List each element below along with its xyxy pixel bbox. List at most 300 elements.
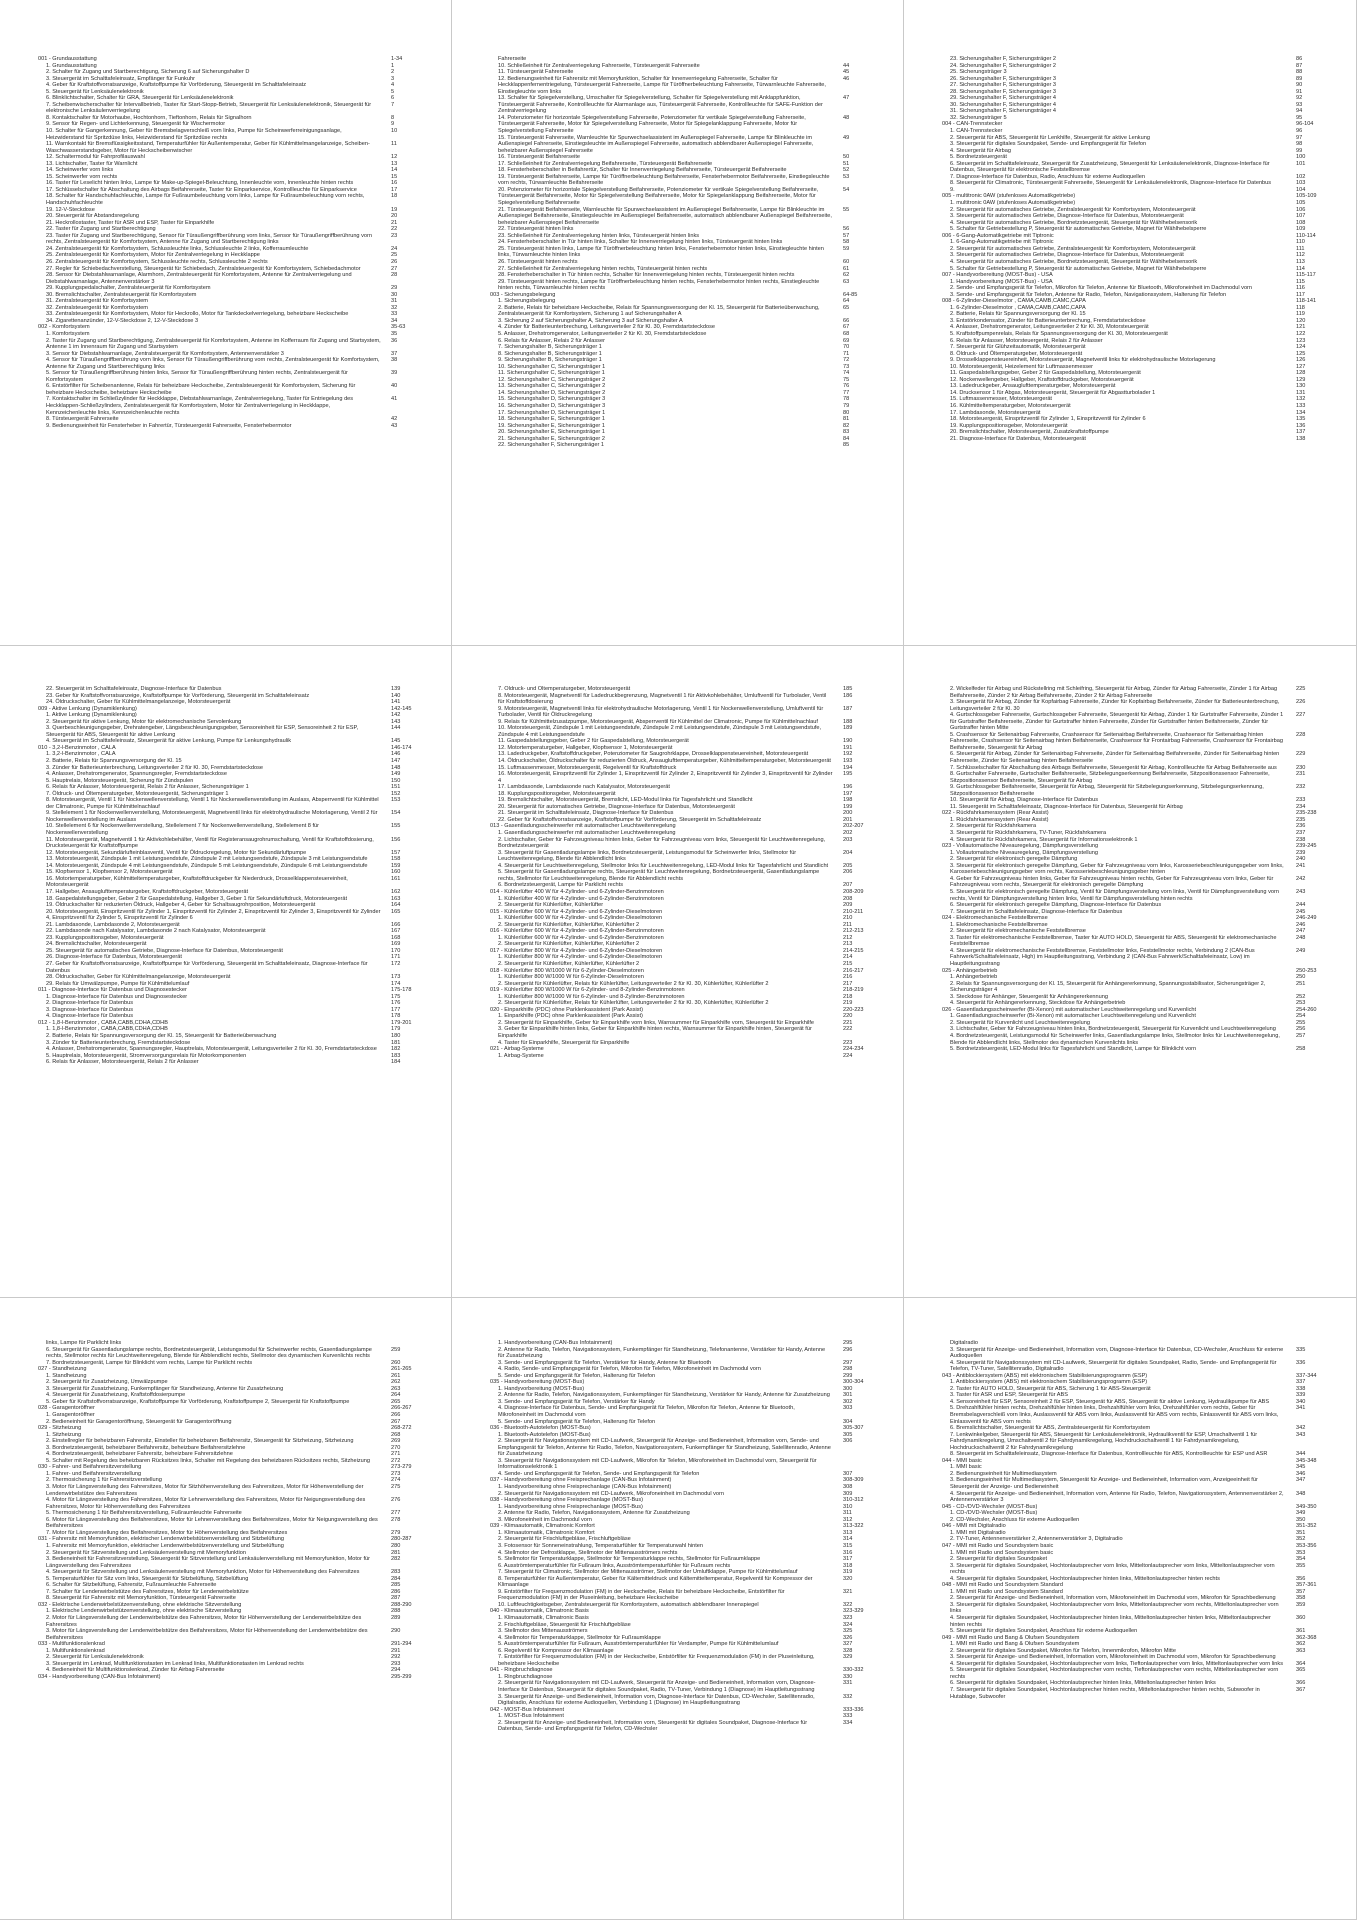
toc-entry-page-number: 359 bbox=[1296, 1601, 1306, 1608]
toc-entry-page-number: 267 bbox=[391, 1418, 401, 1425]
toc-entry-title: 2. Steuergerät für Kühlerlüfter, Kühlerlüfter bbox=[498, 902, 604, 909]
toc-entry-page-number: 50 bbox=[843, 154, 850, 161]
toc-entry-page-number: 337-344 bbox=[1296, 1372, 1317, 1379]
toc-entry-page-number: 204 bbox=[843, 849, 853, 856]
toc-entry-title: 6. Regelventil für Kompressor der Klimaanlage bbox=[498, 1647, 614, 1654]
toc-item-entry bbox=[38, 1556, 425, 1569]
toc-entry-title: 12. Schaltermodul für Fahrprofilauswahl bbox=[46, 154, 145, 161]
toc-entry-page-number: 338 bbox=[1296, 1385, 1306, 1392]
toc-entry-title: 22. Lambdasonde nach Katalysator, Lambdasonde 2 nach Katalysator, Motorsteuergerät bbox=[46, 928, 266, 935]
toc-entry-title: 7. Steuergerät für Glühzeitautomatik, Motorsteuergerät bbox=[950, 344, 1086, 351]
toc-entry-title: 1. Antiblockiersystem (ABS) mit elektronischem Stabilisierungsprogramm (ESP) bbox=[950, 1379, 1148, 1386]
toc-entry-page-number: 274 bbox=[391, 1477, 401, 1484]
toc-entry-page-number: 114 bbox=[1296, 265, 1305, 272]
toc-entry-title: 039 - Klimaautomatik, Climatronic Komfort bbox=[490, 1523, 595, 1530]
toc-entry-title: 1. Aktive Lenkung (Dynamiklenkung) bbox=[46, 712, 137, 719]
toc-entry-title: 27. Regler für Schiebedachverstellung, Steuergerät für Schiebedach, Zentralsteuergerät für Komfortsystem, Schiebedachmotor bbox=[46, 265, 361, 272]
toc-item-entry bbox=[490, 1694, 877, 1707]
toc-entry-title: 1. Kühlerlüfter 800 W/1000 W für 6-Zylinder-Dieselmotoren bbox=[498, 974, 644, 981]
toc-entry-page-number: 93 bbox=[1296, 101, 1303, 108]
toc-entry-title: 1. Fahrer- und Beifahrersitzverstellung bbox=[46, 1470, 142, 1477]
toc-item-entry bbox=[942, 1687, 1330, 1700]
toc-entry-title: 016 - Kühlerlüfter 600 W für 4-Zylinder- und 6-Zylinder-Benzinmotoren bbox=[490, 928, 664, 935]
toc-entry-page-number: 323 bbox=[843, 1614, 853, 1621]
toc-entry-title: 3. Steuergerät für digitales Soundpaket, Hochtonlautsprecher vorn links, Mitteltonlautsprecher vorn links, Mitteltonlautsprecher vorn rechts bbox=[950, 1562, 1275, 1576]
toc-entry-title: 13. Sicherungshalter C, Sicherungsträger 2 bbox=[498, 383, 606, 390]
toc-item-entry bbox=[38, 961, 425, 974]
toc-entry-title: 7. Kontaktschalter im Schließzylinder für Heckklappe, Diebstahlwarnanlage, Zentralverriegelung, Taster für Entriegelung des Heckklappen-Schließzylinders, Zentralsteuergerät für Komfortsystem, Motor für Zentralverriegelung in Heckklappe, Kennzeichenleuchte links, Kennzeichenleuchte rechts bbox=[46, 396, 354, 416]
toc-entry-page-number: 282 bbox=[391, 1556, 401, 1563]
toc-entry-page-number: 221 bbox=[843, 1019, 853, 1026]
toc-entry-title: 4. Bedieneinheit für Multifunktionslenkrad, Zünder für Airbag Fahrerseite bbox=[46, 1667, 225, 1674]
toc-entry-page-number: 59 bbox=[843, 245, 850, 252]
toc-entry-page-number: 182 bbox=[391, 1046, 401, 1053]
toc-entry-title: 6. Ausströmtemperaturfühler für Fußraum links, Ausströmtemperaturfühler für Fußraum rechts bbox=[498, 1562, 731, 1569]
document-page-6 bbox=[904, 646, 1357, 1298]
toc-entry-page-number: 37 bbox=[391, 350, 398, 357]
toc-entry-title: 2. Batterie, Relais für beheizbare Heckscheibe, Relais für Spannungsversorgung der Kl. 15, Steuergerät für Batterieüberwachung, Zentralsteuergerät für Komfortsystem, Sicherung 1 auf Sicherungshalter A bbox=[498, 304, 820, 318]
toc-entry-page-number: 329 bbox=[843, 1654, 853, 1661]
toc-entry-page-number: 220 bbox=[843, 1013, 853, 1020]
toc-item-entry bbox=[942, 161, 1330, 174]
toc-entry-page-number: 349 bbox=[1296, 1510, 1306, 1517]
toc-entry-page-number: 103 bbox=[1296, 180, 1306, 187]
toc-entry-page-number: 209 bbox=[843, 902, 853, 909]
toc-entry-title: 5. Ausströmtemperaturfühler für Fußraum, Ausströmtemperaturfühler für Verdampfer, Pumpe für Kühlmittelumlauf bbox=[498, 1641, 779, 1648]
toc-entry-title: 11. Gaspedalstellungsgeber, Geber 2 für Gaspedalstellung, Motorsteuergerät bbox=[950, 370, 1141, 377]
toc-entry-title: 2. Steuergerät für ABS, Steuergerät für Lenkhilfe, Steuergerät für aktive Lenkung bbox=[950, 134, 1150, 141]
toc-entry-page-number: 116 bbox=[1296, 285, 1305, 292]
toc-entry-title: 005 - multitronic 0AW (stufenloses Automatikgetriebe) bbox=[942, 193, 1076, 200]
toc-entry-page-number: 238 bbox=[1296, 836, 1306, 843]
toc-entry-title: 5. Schalter mit Regelung des beheizbaren Rücksitzes links, Schalter mit Regelung des beheizbaren Rücksitzes rechts, Sitzheizung bbox=[46, 1457, 370, 1464]
toc-entry-page-number: 9 bbox=[391, 121, 395, 128]
toc-entry-title: 1. Handyvorbereitung ohne Freisprechanlage (MOST-Bus) bbox=[498, 1503, 643, 1510]
toc-entry-page-number: 73 bbox=[843, 363, 850, 370]
toc-entry-title: 2. Diagnose-Interface für Datenbus bbox=[46, 1000, 134, 1007]
toc-entry-page-number: 276 bbox=[391, 1497, 401, 1504]
toc-entry-title: 017 - Kühlerlüfter 800 W für 4-Zylinder- und 6-Zylinder-Dieselmotoren bbox=[490, 947, 663, 954]
toc-entry-title: 022 - Rückfahrkamerasystem (Rear Assist) bbox=[942, 810, 1049, 817]
toc-entry-title: 3. Steuergerät für Rückfahrkamera, TV-Tuner, Rückfahrkamera bbox=[950, 830, 1107, 837]
toc-entry-title: 4. Radio, Sende- und Empfangsgerät für Telefon, Mikrofon für Telefon, Mikrofoneinheit im Dachmodul vorn bbox=[498, 1366, 761, 1373]
toc-entry-page-number: 254 bbox=[1296, 1013, 1306, 1020]
toc-entry-page-number: 240 bbox=[1296, 856, 1306, 863]
toc-entry-page-number: 72 bbox=[843, 357, 850, 364]
toc-item-entry bbox=[38, 1347, 425, 1360]
toc-entry-title: 9. Entstörfilter für Frequenzmodulation (FM) in der Heckscheibe, Relais für beheizbare Heckscheibe, Entstörfilter für Frequenzmodulation (FM) in der Pluseinleitung, beheizbare Heckscheibe bbox=[498, 1588, 785, 1602]
toc-entry-title: 8. Sicherungshalter B, Sicherungsträger 1 bbox=[498, 350, 602, 357]
toc-entry-page-number: 232 bbox=[1296, 784, 1306, 791]
document-page-4 bbox=[0, 646, 452, 1298]
toc-entry-page-number: 280 bbox=[391, 1542, 401, 1549]
toc-entry-page-number: 2 bbox=[391, 69, 395, 76]
toc-entry-page-number: 236 bbox=[1296, 823, 1306, 830]
toc-entry-page-number: 198 bbox=[843, 797, 853, 804]
toc-entry-title: 8. Türsteuergerät Fahrerseite bbox=[46, 416, 119, 423]
toc-entry-page-number: 176 bbox=[391, 1000, 401, 1007]
toc-entry-title: 28. Fensterheberschalter in Tür hinten rechts, Schalter für Innenverriegelung hinten rechts, Türsteuergerät hinten rechts bbox=[498, 272, 795, 279]
toc-entry-page-number: 29 bbox=[391, 285, 398, 292]
toc-entry-page-number: 323-329 bbox=[843, 1608, 864, 1615]
toc-entry-page-number: 102 bbox=[1296, 173, 1306, 180]
toc-entry-page-number: 334 bbox=[843, 1719, 853, 1726]
toc-entry-title: 33. Zentralsteuergerät für Komfortsystem, Motor für Heckrollo, Motor für Tankdeckelverriegelung, beheizbare Heckscheibe bbox=[46, 311, 349, 318]
toc-item-entry bbox=[490, 76, 877, 96]
toc-entry-page-number: 129 bbox=[1296, 376, 1306, 383]
toc-item-entry bbox=[38, 823, 425, 836]
toc-entry-title: 010 - 3,2-l-Benzinmotor , CALA bbox=[38, 744, 116, 751]
document-page-7 bbox=[0, 1298, 452, 1920]
toc-entry-page-number: 339 bbox=[1296, 1392, 1306, 1399]
toc-entry-title: 6. Bremslichtschalter, Steuergerät für ABS, Zentralsteuergerät für Komfortsystem bbox=[950, 1425, 1151, 1432]
toc-entry-title: 20. Potenziometer für horizontale Spiegelverstellung Beifahrerseite, Potenziometer für vertikale Spiegelverstellung Beifahrerseite, Türsteuergerät Beifahrerseite, Motor für Spiegelverstellung Beifahrerseite, Motor für Spiegelanklappung Beifahrerseite, Motor für Spiegelverstellung Beifahrerseite bbox=[498, 186, 819, 207]
toc-entry-title: 12. Bedienungseinheit für Fahrersitz mit Memoryfunktion, Schalter für Innenverriegelung Fahrerseite, Schalter für Heckklappenfernentriegelung, Türsteuergerät Fahrerseite, Lampe für Türöffnerbeleuchtung Fahrerseite, Türwarnleuchte Fahrerseite, Einstiegleuchte vorn links bbox=[498, 75, 826, 95]
toc-entry-title: 7. Öldruck- und Öltemperaturgeber, Motorsteuergerät bbox=[498, 686, 631, 692]
toc-entry-title: 4. Zünder für Batterieunterbrechung, Leitungsverteiler 2 für Kl. 30, Fremdstartsteckdose bbox=[498, 324, 716, 331]
toc-entry-title: 1. Airbag-Systeme bbox=[498, 1052, 544, 1059]
toc-entry-page-number: 86 bbox=[1296, 56, 1303, 62]
toc-entry-page-number: 47 bbox=[843, 95, 850, 102]
toc-entry-title: 16. Kühlmitteltemperaturgeber, Motorsteuergerät bbox=[950, 402, 1071, 409]
toc-entry-title: 030 - Fahrer- und Beifahrersitzverstellung bbox=[38, 1464, 142, 1471]
toc-entry-title: 006 - 6-Gang-Automatikgetriebe mit Tiptronic bbox=[942, 232, 1054, 239]
toc-entry-title: 21. Heckrollostaster, Taster für ASR und ESP, Taster für Einparkhilfe bbox=[46, 219, 215, 226]
toc-entry-title: 28. Sensor für Diebstahlwarnanlage, Alarmhorn, Zentralsteuergerät für Komfortsystem, Antenne für Zentralverriegelung und Diebstahlwarnanlage, Antennenverstärker 3 bbox=[46, 272, 352, 285]
toc-entry-title: 048 - MMI mit Radio und Soundsystem Standard bbox=[942, 1582, 1063, 1589]
toc-item-entry bbox=[490, 706, 877, 719]
toc-entry-page-number: 363 bbox=[1296, 1647, 1306, 1654]
toc-entry-page-number: 3 bbox=[391, 75, 395, 82]
toc-entry-page-number: 110-114 bbox=[1296, 232, 1316, 239]
toc-entry-title: 4. Steuergerät für Anzeige- und Bedieneinheit, Information vorn, Antenne für Radio, Telefon, Navigationssystem, Antennenverstärker 2, Antennenverstärker 3 bbox=[950, 1490, 1284, 1504]
toc-entry-title: 15. Luftmassenmesser, Motorsteuergerät bbox=[950, 396, 1052, 403]
toc-item-entry bbox=[490, 1654, 877, 1667]
toc-entry-title: 6. Relais für Anlasser, Motorsteuergerät, Relais 2 für Anlasser bbox=[46, 1059, 199, 1066]
toc-entry-page-number: 337 bbox=[1296, 1379, 1306, 1386]
toc-entry-title: 25. Zentralsteuergerät für Komfortsystem, Motor für Zentralverriegelung in Heckklappe bbox=[46, 252, 260, 259]
toc-entry-page-number: 94 bbox=[1296, 108, 1303, 115]
toc-entry-title: 4. Bordnetzsteuergerät, Leistungsmodul für Scheinwerfer links, Gasentladungslampe links, Stellmotor links für Leuchtweitenregelung, Blende für Abblendlicht links, Stellmotor des dynamischen Kurvenlichts links bbox=[950, 1032, 1280, 1046]
toc-entry-page-number: 313 bbox=[843, 1529, 853, 1536]
toc-entry-page-number: 228 bbox=[1296, 731, 1306, 738]
toc-entry-title: 5. Steuergerät für digitales Soundpaket, Anschluss für externe Audioquellen bbox=[950, 1628, 1138, 1635]
toc-entry-page-number: 131 bbox=[1296, 389, 1306, 396]
toc-entry-page-number: 178 bbox=[391, 1013, 401, 1020]
toc-entry-title: 4. Anlasser, Drehstromgenerator, Spannungsregler, Hauptrelais, Motorsteuergerät, Leitungsverteiler 2 für Kl. 30, Fremdstartsteckdose bbox=[46, 1046, 377, 1053]
toc-entry-title: 5. Steuergerät für Gasentladungslampe rechts, Steuergerät für Leuchtweitenregelung, Bordnetzsteuergerät, Gasentladungslampe rechts, Stellmotor für Leuchtweitenregelung, Blende für Abblendlicht rechts bbox=[498, 869, 820, 882]
toc-entry-title: 6. Steuergerät im Schalttafeleinsatz, Steuergerät für Zusatzheizung, Steuergerät für Lenksäulenelektronik, Diagnose-Interface für Datenbus, Steuergerät für elektronische Feststellbremse bbox=[950, 160, 1270, 174]
toc-entry-title: 3. Steuergerät für Anzeige- und Bedieneinheit, Information vorn, Diagnose-Interface für Datenbus, CD-Wechsler, Satellitenradio, Digitalradio, Anschluss für externe Audioquellen, Verbindung 1 (Diagnose) im Hauptleitungsstrang bbox=[498, 1693, 815, 1707]
toc-entry-page-number: 158 bbox=[391, 856, 401, 863]
toc-entry-page-number: 283 bbox=[391, 1569, 401, 1576]
toc-entry-title: 11. Sicherungshalter C, Sicherungsträger 1 bbox=[498, 370, 605, 377]
toc-list bbox=[38, 56, 425, 629]
toc-entry-title: 1. Anhängerbetrieb bbox=[950, 974, 998, 981]
toc-entry-page-number: 135 bbox=[1296, 416, 1306, 423]
toc-item-entry bbox=[942, 863, 1330, 876]
toc-entry-page-number: 89 bbox=[1296, 75, 1303, 82]
toc-entry-title: 3. Entstörkondensator, Zünder für Batterieunterbrechung, Fremdstartsteckdose bbox=[950, 317, 1146, 324]
toc-entry-page-number: 113 bbox=[1296, 258, 1305, 265]
toc-item-entry bbox=[38, 128, 425, 141]
toc-entry-page-number: 105-109 bbox=[1296, 193, 1317, 200]
toc-entry-title: 10. Sicherungshalter C, Sicherungsträger 1 bbox=[498, 363, 606, 370]
toc-entry-page-number: 365 bbox=[1296, 1667, 1306, 1674]
toc-entry-page-number: 230 bbox=[1296, 764, 1306, 771]
toc-entry-title: 3. Stellmotor des Mittenausströmers bbox=[498, 1628, 588, 1635]
toc-entry-title: 2. Steuergerät für automatisches Getriebe, Zentralsteuergerät für Komfortsystem, Motorsteuergerät bbox=[950, 206, 1196, 213]
toc-entry-title: 28. Sicherungshalter F, Sicherungsträger 3 bbox=[950, 88, 1057, 95]
toc-entry-page-number: 351-352 bbox=[1296, 1523, 1317, 1530]
toc-entry-page-number: 70 bbox=[843, 344, 850, 351]
toc-entry-page-number: 268 bbox=[391, 1431, 401, 1438]
toc-entry-page-number: 266-267 bbox=[391, 1405, 412, 1412]
toc-entry-title: 2. Steuergerät für Kühlerlüfter, Kühlerlüfter, Kühlerlüfter 2 bbox=[498, 921, 640, 928]
toc-entry-title: 1. Multifunktionslenkrad bbox=[46, 1647, 105, 1654]
toc-entry-page-number: 278 bbox=[391, 1516, 401, 1523]
toc-entry-page-number: 90 bbox=[1296, 82, 1303, 89]
toc-entry-page-number: 231 bbox=[1296, 771, 1306, 778]
toc-entry-title: 21. Lambdasonde, Lambdasonde 2, Motorsteuergerät bbox=[46, 921, 180, 928]
toc-entry-page-number: 146 bbox=[391, 751, 401, 758]
toc-entry-page-number: 35 bbox=[391, 330, 398, 337]
toc-entry-page-number: 146-174 bbox=[391, 744, 412, 751]
toc-entry-page-number: 18 bbox=[391, 193, 398, 200]
toc-entry-page-number: 117 bbox=[1296, 291, 1305, 298]
toc-entry-page-number: 95 bbox=[1296, 114, 1303, 121]
toc-entry-title: 31. Zentralsteuergerät für Komfortsystem bbox=[46, 298, 148, 305]
toc-entry-page-number: 206 bbox=[843, 869, 853, 876]
toc-entry-page-number: 195 bbox=[843, 771, 853, 778]
toc-entry-page-number: 13 bbox=[391, 160, 398, 167]
toc-entry-title: 16. Motortemperaturgeber, Kühlmitteltemperaturgeber, Kraftstoffdruckgeber für Niederdruck, Drosselklappensteuereinheit, Motorsteuergerät bbox=[46, 875, 348, 889]
toc-entry-title: 2. CD-Wechsler, Anschluss für externe Audioquellen bbox=[950, 1516, 1080, 1523]
toc-entry-title: 3. Steuergerät für elektronisch geregelte Dämpfung, Geber für Fahrzeugniveau vorn links, Karosseriebeschleunigungsgeber vorn links, Karosseriebeschleunigungsgeber vorn rechts, Karosseriebeschleunigungsgeber hinten bbox=[950, 862, 1284, 876]
toc-entry-page-number: 217 bbox=[843, 980, 853, 987]
toc-entry-page-number: 286 bbox=[391, 1588, 401, 1595]
toc-list bbox=[942, 56, 1330, 629]
toc-entry-page-number: 126 bbox=[1296, 357, 1306, 364]
toc-entry-title: 047 - MMI mit Radio und Soundsystem basic bbox=[942, 1542, 1054, 1549]
toc-entry-page-number: 277 bbox=[391, 1510, 401, 1517]
toc-entry-title: 1. MMI basic bbox=[950, 1464, 982, 1471]
toc-entry-title: 2. Sende- und Empfangsgerät für Telefon, Mikrofon für Telefon, Antenne für Bluetooth, Mikrofoneinheit im Dachmodul vorn bbox=[950, 285, 1253, 292]
toc-entry-title: 14. Drucksensor 1 für Abgas, Motorsteuergerät, Steuergerät für Abgastturbolader 1 bbox=[950, 389, 1156, 396]
toc-entry-title: 8. Temperaturfühler für Außentemperatur, Geber für Kältemitteldruck und Kältemitteltemperatur, Regelventil für Kompressor der Klimaanlage bbox=[498, 1575, 813, 1589]
toc-item-entry bbox=[942, 1046, 1330, 1053]
toc-entry-page-number: 175 bbox=[391, 993, 401, 1000]
toc-entry-title: 028 - Garagentoröffner bbox=[38, 1405, 95, 1412]
toc-item-entry bbox=[942, 1360, 1330, 1373]
toc-entry-page-number: 360 bbox=[1296, 1614, 1306, 1621]
toc-entry-page-number: 147 bbox=[391, 758, 401, 765]
toc-entry-title: 7. Lenkwinkelgeber, Steuergerät für ABS, Steuergerät für Lenksäulenelektronik, Hydraulikventil für ESP, Umschaltventil 1 für Fahrdynamikregelung, Umschaltventil 2 für Fahrdynamikregelung, Hochdruckschaltventil 1 für Fahrdynamikregelung, Hochdruckschaltventil 2 für Fahrdynamikregelung bbox=[950, 1431, 1258, 1451]
toc-item-entry bbox=[942, 1432, 1330, 1452]
toc-entry-page-number: 179 bbox=[391, 1026, 401, 1033]
document-page-5 bbox=[452, 646, 904, 1298]
toc-entry-page-number: 159 bbox=[391, 862, 401, 869]
toc-entry-title: 014 - Kühlerlüfter 400 W für 4-Zylinder- und 6-Zylinder-Benzinmotoren bbox=[490, 888, 664, 895]
toc-entry-page-number: 21 bbox=[391, 219, 398, 226]
toc-entry-title: 18. Gaspedalstellungsgeber, Geber 2 für Gaspedalstellung, Hallgeber 3, Geber 1 für Sekundärluftdruck, Motorsteuergerät bbox=[46, 895, 347, 902]
toc-entry-title: 7. Entstörfilter für Frequenzmodulation (FM) in der Heckscheibe, Entstörfilter für Frequenzmodulation (FM) in der Pluseinleitung, beheizbare Heckscheibe bbox=[498, 1654, 815, 1667]
toc-entry-title: 3. Mikrofoneinheit im Dachmodul vorn bbox=[498, 1516, 592, 1523]
toc-entry-title: 10. Schließeinheit für Zentralverriegelung Fahrerseite, Türsteuergerät Fahrerseite bbox=[498, 62, 700, 69]
toc-entry-page-number: 242 bbox=[1296, 875, 1306, 882]
toc-entry-page-number: 296 bbox=[843, 1346, 853, 1353]
toc-entry-page-number: 366 bbox=[1296, 1680, 1306, 1687]
toc-entry-page-number: 118-141 bbox=[1296, 298, 1317, 305]
toc-entry-title: 16. Motorsteuergerät, Einspritzventil für Zylinder 1, Einspritzventil für Zylinder 2, Einspritzventil für Zylinder 3, Einspritzventil für Zylinder 4 bbox=[498, 771, 833, 784]
toc-entry-title: 038 - Handyvorbereitung ohne Freisprechanlage (MOST-Bus) bbox=[490, 1497, 643, 1504]
toc-entry-title: 036 - Bluetooth-Autotelefon (MOST-Bus) bbox=[490, 1425, 591, 1432]
toc-entry-title: 7. Schlüsselschalter für Abschaltung des Airbags Beifahrerseite, Steuergerät für Airbag, Kontrollleuchte für Airbag Beifahrerseite aus bbox=[950, 764, 1277, 771]
toc-entry-title: 5. Bordnetzsteuergerät bbox=[950, 154, 1007, 161]
toc-item-entry bbox=[490, 442, 877, 449]
toc-entry-title: 1. Standheizung bbox=[46, 1372, 87, 1379]
toc-entry-title: 9. Sensor für Regen- und Lichterkennung, Steuergerät für Wischermotor bbox=[46, 121, 226, 128]
toc-entry-title: 10. Steuergerät für Airbag, Diagnose-Interface für Datenbus bbox=[950, 797, 1099, 804]
toc-list bbox=[942, 686, 1330, 1281]
toc-entry-page-number: 220-223 bbox=[843, 1006, 864, 1013]
toc-entry-page-number: 235-238 bbox=[1296, 810, 1317, 817]
toc-entry-title: 12. Motortemperaturgeber, Hallgeber, Klopfsensor 1, Motorsteuergerät bbox=[498, 744, 673, 751]
toc-entry-page-number: 185 bbox=[843, 686, 853, 692]
toc-entry-title: 4. Sensor für Türaußengriffberührung vorn links, Sensor für Türaußengriffberührung vorn rechts, Zentralsteuergerät für Komfortsystem, Antenne für Zugang und Startberechtigung links bbox=[46, 357, 380, 370]
toc-entry-title: 3. Fotosensor für Sonneneinstrahlung, Temperaturfühler für Temperaturwahl hinten bbox=[498, 1542, 704, 1549]
toc-entry-title: 2. Steuergerät für Rückfahrkamera bbox=[950, 823, 1037, 830]
toc-entry-page-number: 208 bbox=[843, 895, 853, 902]
toc-entry-title: 4. Diagnose-Interface für Datenbus, Sende- und Empfangsgerät für Telefon, Mikrofon für Telefon, Antenne für Bluetooth, Mikrofoneinheit im Dachmodul vorn bbox=[498, 1405, 795, 1419]
toc-entry-page-number: 32 bbox=[391, 304, 398, 311]
toc-entry-title: 11. Türsteuergerät Fahrerseite bbox=[498, 69, 574, 76]
toc-entry-title: 7. Sicherungshalter B, Sicherungsträger 1 bbox=[498, 344, 602, 351]
toc-entry-page-number: 15 bbox=[391, 173, 398, 180]
toc-entry-title: 20. Bremslichtschalter, Motorsteuergerät, Zusatzkraftstoffpumpe bbox=[950, 429, 1109, 436]
toc-entry-page-number: 218 bbox=[843, 993, 853, 1000]
toc-entry-page-number: 87 bbox=[1296, 62, 1303, 69]
toc-entry-page-number: 256 bbox=[1296, 1026, 1306, 1033]
toc-entry-title: 5. Schalter für Getriebestellung P, Steuergerät für automatisches Getriebe, Magnet für Wählhebelsperre bbox=[950, 265, 1207, 272]
toc-entry-page-number: 348 bbox=[1296, 1490, 1306, 1497]
toc-entry-page-number: 216 bbox=[843, 974, 853, 981]
toc-entry-page-number: 77 bbox=[843, 389, 850, 396]
toc-entry-title: 4. Steuergerät für elektromechanische Feststellbremse, Feststellmotor links, Feststellmotor rechts, Verbindung 2 (CAN-Bus Fahrwerk/Schalttafeleinsatz, High) im Hauptleitungsstrang, Verbindung 2 (CAN-Bus Fahrwerk/Schalttafeleinsatz, Low) im Hauptleitungsstrang bbox=[950, 947, 1255, 967]
toc-entry-page-number: 214-215 bbox=[843, 947, 864, 954]
toc-entry-title: 24. Fensterheberschalter in Tür hinten links, Schalter für Innenverriegelung hinten links, Türsteuergerät hinten links bbox=[498, 239, 783, 246]
toc-entry-title: 5. Crashsensor für Seitenairbag Fahrerseite, Crashsensor für Seitenairbag Beifahrerseite, Crashsensor für Seitenairbag hinten Fahrerseite, Crashsensor für Seitenairbag hinten Beifahrerseite, Crashsensor für Frontairbag Fahrerseite, Crashsensor für Frontairbag Beifahrerseite, Steuergerät für Airbag bbox=[950, 731, 1283, 751]
toc-entry-page-number: 27 bbox=[391, 265, 398, 272]
toc-entry-title: 1. MMI mit Radio und Soundsystem Standard bbox=[950, 1588, 1063, 1595]
toc-entry-page-number: 333 bbox=[843, 1713, 853, 1720]
toc-entry-title: 1. Ringbruchdiagnose bbox=[498, 1673, 553, 1680]
toc-entry-page-number: 96-104 bbox=[1296, 121, 1314, 128]
toc-entry-page-number: 85 bbox=[843, 442, 850, 449]
toc-entry-page-number: 155 bbox=[391, 823, 401, 830]
toc-item-entry bbox=[490, 1053, 877, 1060]
toc-entry-title: 1. 1,8-l-Benzinmotor , CABA,CABB,CDHA,CDHB bbox=[46, 1026, 168, 1033]
toc-entry-page-number: 14 bbox=[391, 167, 398, 174]
toc-entry-title: 14. Sicherungshalter D, Sicherungsträger 2 bbox=[498, 389, 606, 396]
toc-entry-page-number: 139 bbox=[391, 686, 401, 692]
toc-entry-page-number: 356 bbox=[1296, 1575, 1306, 1582]
toc-entry-page-number: 16 bbox=[391, 180, 398, 187]
toc-entry-page-number: 297 bbox=[843, 1359, 853, 1366]
toc-entry-title: 23. Kupplungspositionsgeber, Motorsteuergerät bbox=[46, 934, 164, 941]
toc-entry-title: 2. Steuergerät für Kühlerlüfter, Kühlerlüfter, Kühlerlüfter 2 bbox=[498, 960, 640, 967]
toc-list bbox=[942, 1340, 1330, 1903]
toc-entry-title: 4. Bordnetzsteuergerät, beheizbarer Fahrersitz, beheizbare Fahrersitzlehne bbox=[46, 1451, 233, 1458]
toc-entry-title: 23. Geber für Kraftstoffvorratsanzeige, Kraftstoffpumpe für Vorförderung, Steuergerät im Schalttafeleinsatz bbox=[46, 692, 310, 699]
toc-entry-page-number: 362 bbox=[1296, 1641, 1306, 1648]
toc-entry-page-number: 249 bbox=[1296, 947, 1306, 954]
toc-entry-title: 10. Luftfeuchtigkeitsgeber, Zentralsteuergerät für Komfortsystem, automatisch abblendbarer Innenspiegel bbox=[498, 1601, 759, 1608]
toc-entry-page-number: 288 bbox=[391, 1608, 401, 1615]
toc-entry-title: 037 - Handyvorbereitung ohne Freisprechanlage (CAN-Bus Infotainment) bbox=[490, 1477, 672, 1484]
toc-entry-title: 5. Hauptrelais, Motorsteuergerät, Stromversorgungsrelais für Motorkomponenten bbox=[46, 1052, 247, 1059]
toc-entry-page-number: 259 bbox=[391, 1346, 401, 1353]
toc-entry-page-number: 84 bbox=[843, 435, 850, 442]
toc-entry-page-number: 180 bbox=[391, 1032, 401, 1039]
toc-entry-title: 3. Steuergerät für Airbag, Zünder für Kopfairbag Fahrerseite, Zünder für Kopfairbag Beifahrerseite, Zünder für Batterieunterbrechung, Leitungsverteiler 2 für Kl. 30 bbox=[950, 699, 1280, 712]
toc-entry-title: 23. Taster für Zugang und Startberechtigung, Sensor für Türaußengriffberührung vorn links, Sensor für Türaußengriffberührung vorn rechts, Zentralsteuergerät für Komfortsystem, Antenne für Zugang und Startberechtigung links bbox=[46, 232, 372, 246]
toc-entry-title: 3. Steuergerät für Anzeige- und Bedieneinheit, Information vorn, Diagnose-Interface für Datenbus, CD-Wechsler, Anschluss für externe Audioquellen bbox=[950, 1346, 1284, 1360]
toc-entry-page-number: 201 bbox=[843, 816, 853, 823]
toc-entry-title: 26. Zentralsteuergerät für Komfortsystem, Schlussleuchte rechts, Schlussleuchte 2 rechts bbox=[46, 258, 268, 265]
toc-entry-title: 1. Elektrische Lendenwirbelstützenverstellung, ohne elektrische Sitzverstellung bbox=[46, 1608, 242, 1615]
toc-entry-page-number: 273-279 bbox=[391, 1464, 412, 1471]
toc-entry-title: 4. Anlasser, Drehstromgenerator, Leitungsverteiler 2 für Kl. 30, Motorsteuergerät bbox=[950, 324, 1149, 331]
toc-entry-page-number: 265 bbox=[391, 1398, 401, 1405]
toc-entry-title: 4. Motor für Längsverstellung des Fahrersitzes, Motor für Lehnenverstellung des Fahrersitzes, Motor für Neigungsverstellung des Fahrersitzes, Motor für Höhenverstellung des Fahrersitzes bbox=[46, 1497, 366, 1510]
toc-entry-title: links, Lampe für Parklicht links bbox=[46, 1340, 122, 1346]
toc-entry-page-number: 229 bbox=[1296, 751, 1306, 758]
toc-entry-title: 045 - CD-/DVD-Wechsler (MOST-Bus) bbox=[942, 1503, 1038, 1510]
toc-entry-title: 4. Steuergerät für Zusatzheizung, Kraftstoffdosierpumpe bbox=[46, 1392, 186, 1399]
toc-entry-page-number: 218-219 bbox=[843, 987, 864, 994]
toc-entry-title: 3. Sende- und Empfangsgerät für Telefon, Antenne für Radio, Telefon, Navigationssystem, Halterung für Telefon bbox=[950, 291, 1227, 298]
toc-entry-title: 1. MMI mit Radio und Bang & Olufsen Soundsystem bbox=[950, 1641, 1080, 1648]
toc-entry-title: 13. Schalter für Spiegelverstellung, Umschalter für Spiegelverstellung, Schalter für Spiegelverstellung mit Anklappfunktion, Türsteuergerät Fahrerseite, Kontrollleuchte für Alarmanlage aus, Türsteuergerät Fahrerseite, Kontrollleuchte für SAFE-Funktion der Zentralverriegelung bbox=[498, 95, 823, 115]
toc-entry-title: 15. Klopfsensor 1, Klopfsensor 2, Motorsteuergerät bbox=[46, 869, 173, 876]
toc-entry-page-number: 35-63 bbox=[391, 324, 406, 331]
toc-entry-page-number: 343 bbox=[1296, 1431, 1306, 1438]
toc-entry-title: 5. Drehzahlfühler hinten rechts, Drehzahlfühler hinten links, Drehzahlfühler vorn links, Drehzahlfühler vorn rechts, Geber für Bremsbelagverschleiß vorn links, Auslassventil für ABS vorn links, Auslassventil für ABS vorn rechts, Einlassventil für ABS vorn links, Einlassventil für ABS vorn rechts bbox=[950, 1405, 1279, 1425]
toc-item-entry bbox=[942, 1602, 1330, 1615]
toc-entry-title: 27. Schließeinheit für Zentralverriegelung hinten rechts, Türsteuergerät hinten rechts bbox=[498, 265, 708, 272]
toc-entry-title: 2. Taster für AUTO HOLD, Steuergerät für ABS, Sicherung 1 für ABS-Steuergerät bbox=[950, 1385, 1151, 1392]
toc-entry-page-number: 293 bbox=[391, 1660, 401, 1667]
toc-item-entry bbox=[38, 1497, 425, 1510]
toc-item-entry bbox=[38, 102, 425, 115]
toc-entry-title: 13. Motorsteuergerät, Zündspule 1 mit Leistungsendstufe, Zündspule 2 mit Leistungsendstufe, Zündspule 3 mit Leistungsendstufe bbox=[46, 856, 368, 863]
toc-entry-title: 3. Steuergerät für Gasentladungslampe links, Bordnetzsteuergerät, Leistungsmodul für Scheinwerfer links, Stellmotor für Leuchtweitenregelung, Blende für Abblendlicht links bbox=[498, 849, 797, 863]
toc-entry-page-number: 150 bbox=[391, 777, 401, 784]
toc-entry-title: 3. Sensor für Diebstahlwarnanlage, Zentralsteuergerät für Komfortsystem, Antennenverstärker 3 bbox=[46, 350, 284, 357]
toc-entry-title: 24. Bremslichtschalter, Motorsteuergerät bbox=[46, 941, 147, 948]
toc-entry-page-number: 289 bbox=[391, 1614, 401, 1621]
toc-entry-page-number: 251 bbox=[1296, 980, 1306, 987]
toc-entry-page-number: 46 bbox=[843, 75, 850, 82]
toc-entry-title: 042 - MOST-Bus Infotainment bbox=[490, 1706, 564, 1713]
toc-entry-page-number: 112 bbox=[1296, 252, 1305, 259]
toc-entry-page-number: 299 bbox=[843, 1372, 853, 1379]
toc-item-entry bbox=[942, 436, 1330, 443]
toc-entry-title: 5. Geber für Kraftstoffvorratsanzeige, Kraftstoffpumpe für Vorförderung, Kraftstoffpumpe 2, Steuergerät für Kraftstoffpumpe bbox=[46, 1398, 350, 1405]
toc-entry-page-number: 224 bbox=[843, 1052, 853, 1059]
toc-item-entry bbox=[490, 95, 877, 115]
